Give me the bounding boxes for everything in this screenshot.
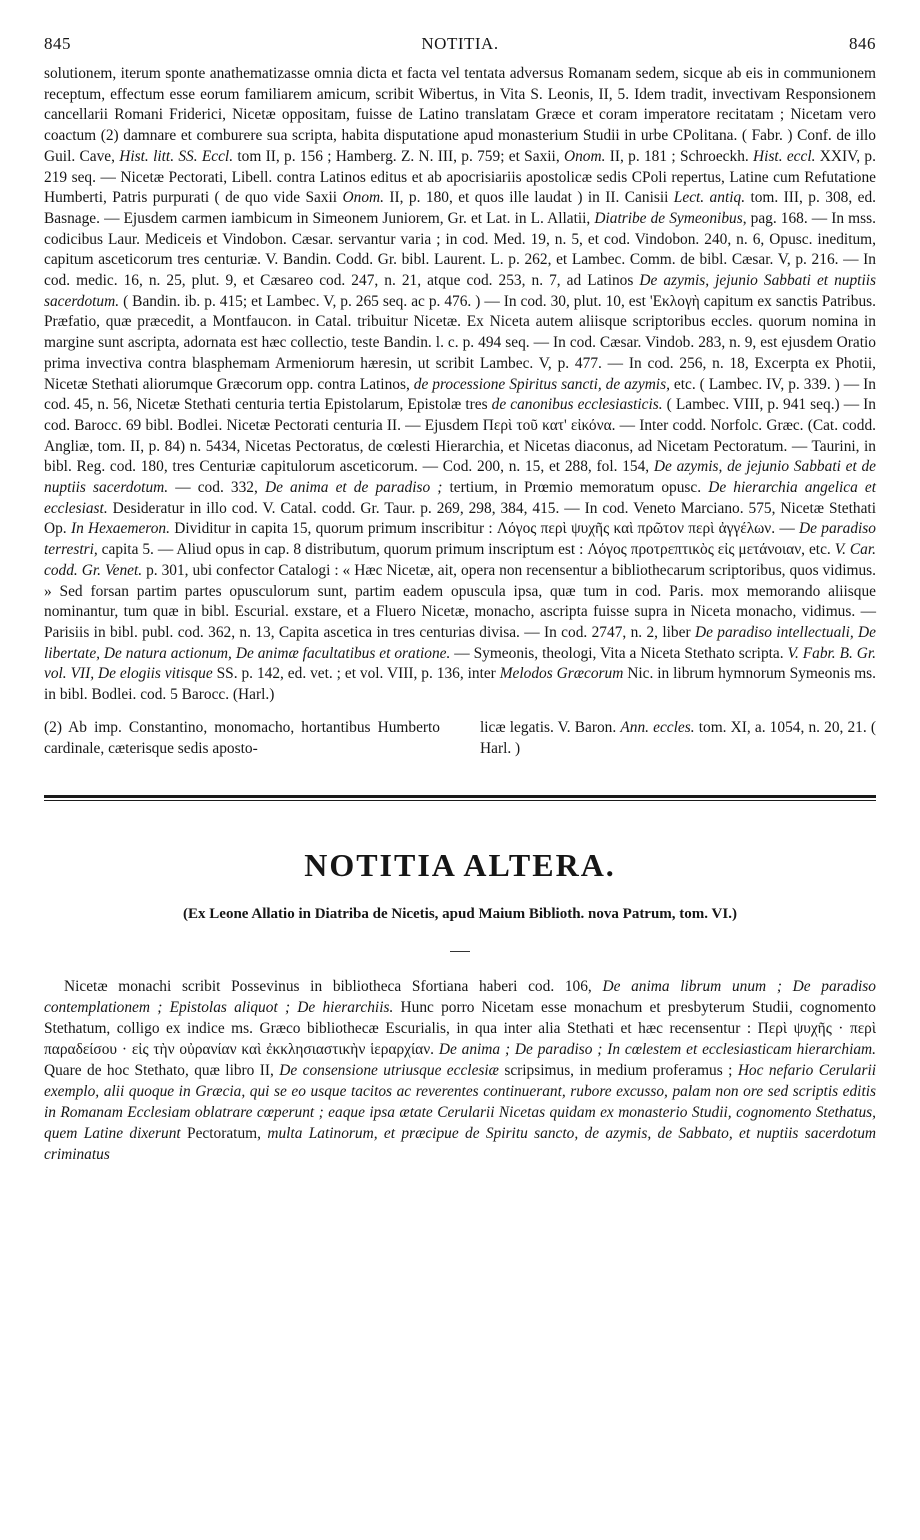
- section-divider: [44, 795, 876, 801]
- running-head: [44, 30, 876, 56]
- running-title: NOTITIA.: [421, 34, 499, 53]
- section-source-note: (Ex Leone Allatio in Diatriba de Nicetis, apud Maium Biblioth. nova Patrum, tom. VI.): [183, 906, 737, 923]
- page-number-left: 845: [44, 34, 71, 53]
- footnote: [44, 718, 876, 759]
- main-paragraph: solutionem, iterum sponte anathematizasse omnia dicta et facta vel tentata adversus Romanam sedem, sicque ab eis in communionem receptum, effectum esse eorum familiarem amicum, scribit Wibertus, in Vita S. Leonis, II, 5. Idem tradit, invectivam Responsionem cancellarii Romani Friderici, Nicetæ oppositam, fuisse de Latino translatam Græce et coram imperatore recitatam ; Nicetam vero coactum (2) damnare et comburere sua scripta, habita disputatione apud monasterium Studii in urbe CPolitana. ( Fabr. ) Conf. de illo Guil. Cave, Hist. litt. SS. Eccl. tom II, p. 156 ; Hamberg. Z. N. III, p. 759; et Saxii, Onom. II, p. 181 ; Schroeckh. Hist. eccl. XXIV, p. 219 seq. — Nicetæ Pectorati, Libell. contra Latinos editus et ab apocrisiariis apostolicæ sedis CPoli repertus, Latine cum Refutatione Humberti, Patris purpurati ( de quo vide Saxii Onom. II, p. 180, et quos ille laudat ) in II. Canisii Lect. antiq. tom. III, p. 308, ed. Basnage. — Ejusdem carmen iambicum in Simeonem Juniorem, Gr. et Lat. in L. Allatii, Diatribe de Symeonibus, pag. 168. — In mss. codicibus Laur. Mediceis et Vindobon. Cæsar. servantur varia ; in cod. Med. 19, n. 5, et cod. Vindobon. 240, n. 6, Opusc. ineditum, capitum asceticorum tres centuriæ. V. Bandin. Codd. Gr. bibl. Laurent. L. p. 262, et Lambec. Comm. de bibl. Cæsar. V, p. 216. — In cod. medic. 16, n. 25, plut. 9, et Cæsareo cod. 247, n. 21, atque cod. 253, n. 7, ad Latinos De azymis, jejunio Sabbati et nuptiis sacerdotum. ( Bandin. ib. p. 415; et Lambec. V, p. 265 seq. ac p. 476. ) — In cod. 30, plut. 10, est 'Εκλογὴ capitum ex sanctis Patribus. Præfatio, quæ præcedit, a Montfaucon. in Catal. tribuitur Nicetæ. Ex Niceta autem aliisque scriptoribus eccles. quorum nomina in margine sunt ascripta, adornata est hæc collectio, teste Bandin. l. c. p. 494 seq. — In cod. Cæsar. Vindob. 283, n. 9, est ejusdem Oratio prima invectiva contra blasphemam Armeniorum hæresin, ut scribit Lambec. V, p. 477. — In cod. 256, n. 18, Excerpta ex Photii, Nicetæ Stethati aliorumque Græcorum opp. contra Latinos, de processione Spiritus sancti, de azymis, etc. ( Lambec. IV, p. 339. ) — In cod. 45, n. 56, Nicetæ Stethati centuria tertia Epistolarum, Epistolæ tres de canonibus ecclesiasticis. ( Lambec. VIII, p. 941 seq.) — In cod. Barocc. 69 bibl. Bodlei. Nicetæ Pectorati centuria II. — Ejusdem Περὶ τοῦ κατ' εἰκόνα. — Inter codd. Norfolc. Græc. (Cat. codd. Angliæ, tom. II, p. 84) n. 5434, Nicetas Pectoratus, de cœlesti Hierarchia, et Nicetas diaconus, ad Nicetam Pectoratum. — Taurini, in bibl. Reg. cod. 180, tres Centuriæ capitulorum asceticorum. — Cod. 200, n. 15, et 288, fol. 154, De azymis, de jejunio Sabbati et de nuptiis sacerdotum. — cod. 332, De anima et de paradiso ; tertium, in Prœmio memoratum opusc. De hierarchia angelica et ecclesiast. Desideratur in illo cod. V. Catal. codd. Gr. Taur. p. 269, 298, 384, 415. — In cod. Veneto Marciano. 575, Nicetæ Stethati Op. In Hexaemeron. Dividitur in capita 15, quorum primum inscribitur : Λόγος περὶ ψυχῆς καὶ πρῶτον περὶ ἀγγέλων. — De paradiso terrestri, capita 5. — Aliud opus in cap. 8 distributum, quorum primum inscriptum est : Λόγος προτρεπτικὸς εἰς μετάνοιαν, etc. V. Car. codd. Gr. Venet. p. 301, ubi confector Catalogi : « Hæc Nicetæ, ait, opera non recensentur a bibliothecarum scriptoribus, quos vidimus. » Sed forsan partim partes opusculorum sunt, partim eadem opuscula ipsa, quæ tum in cod. Paris. mox memorando aliisque nominantur, tum quæ in bibl. Escurial. exstare, et a Fluero Nicetæ, monacho, ascripta fuisse supra in Niceta monacho, vidimus. — Parisiis in bibl. publ. cod. 362, n. 13, Capita ascetica in tres centurias divisa. — In cod. 2747, n. 2, liber De paradiso intellectuali, De libertate, De natura actionum, De animæ facultatibus et oratione. — Symeonis, theologi, Vita a Niceta Stethato scripta. V. Fabr. B. Gr. vol. VII, De elogiis vitisque SS. p. 142, ed. vet. ; et vol. VIII, p. 136, inter Melodos Græcorum Nic. in librum hymnorum Symeonis ms. in bibl. Bodlei. cod. 5 Barocc. (Harl.): [44, 65, 877, 704]
- short-divider: [450, 951, 470, 952]
- section-title: NOTITIA ALTERA.: [304, 847, 616, 884]
- footnote-right-column: licæ legatis. V. Baron. Ann. eccles. tom. XI, a. 1054, n. 20, 21. ( Harl. ): [480, 718, 876, 757]
- second-paragraph: Nicetæ monachi scribit Possevinus in bibliotheca Sfortiana haberi cod. 106, De anima librum unum ; De paradiso contemplationem ; Epistolas aliquot ; De hierarchiis. Hunc porro Nicetam esse monachum et presbyterum Studii, cognomento Stethatum, colligo ex indice ms. Græco bibliothecæ Escurialis, in qua inter alia Stethati et hæc recensentur : Περὶ ψυχῆς · περὶ παραδείσου · εἰς τὴν οὐρανίαν καὶ ἐκκλησιαστικὴν ἱεραρχίαν. De anima ; De paradiso ; In cœlestem et ecclesiasticam hierarchiam. Quare de hoc Stethato, quæ libro II, De consensione utriusque ecclesiæ scripsimus, in medium proferamus ; Hoc nefario Cerularii exemplo, alii quoque in Græcia, qui se eo usque tacitos ac reverentes continuerant, rubore excusso, palam non ore sed scriptis editis in Romanam Ecclesiam oblatrare cœperunt ; eaque ipsa ætate Cerularii Nicetas quidam ex monasterio Studii, cognomento Stethatus, quem Latine dixerunt Pectoratum, multa Latinorum, et præcipue de Spiritu sancto, de azymis, de Sabbato, et nuptiis sacerdotum criminatus: [44, 978, 877, 1164]
- page-number-right: 846: [849, 34, 876, 53]
- footnote-left-column: (2) Ab imp. Constantino, monomacho, hortantibus Humberto cardinale, cæterisque sedis aposto-: [44, 718, 440, 757]
